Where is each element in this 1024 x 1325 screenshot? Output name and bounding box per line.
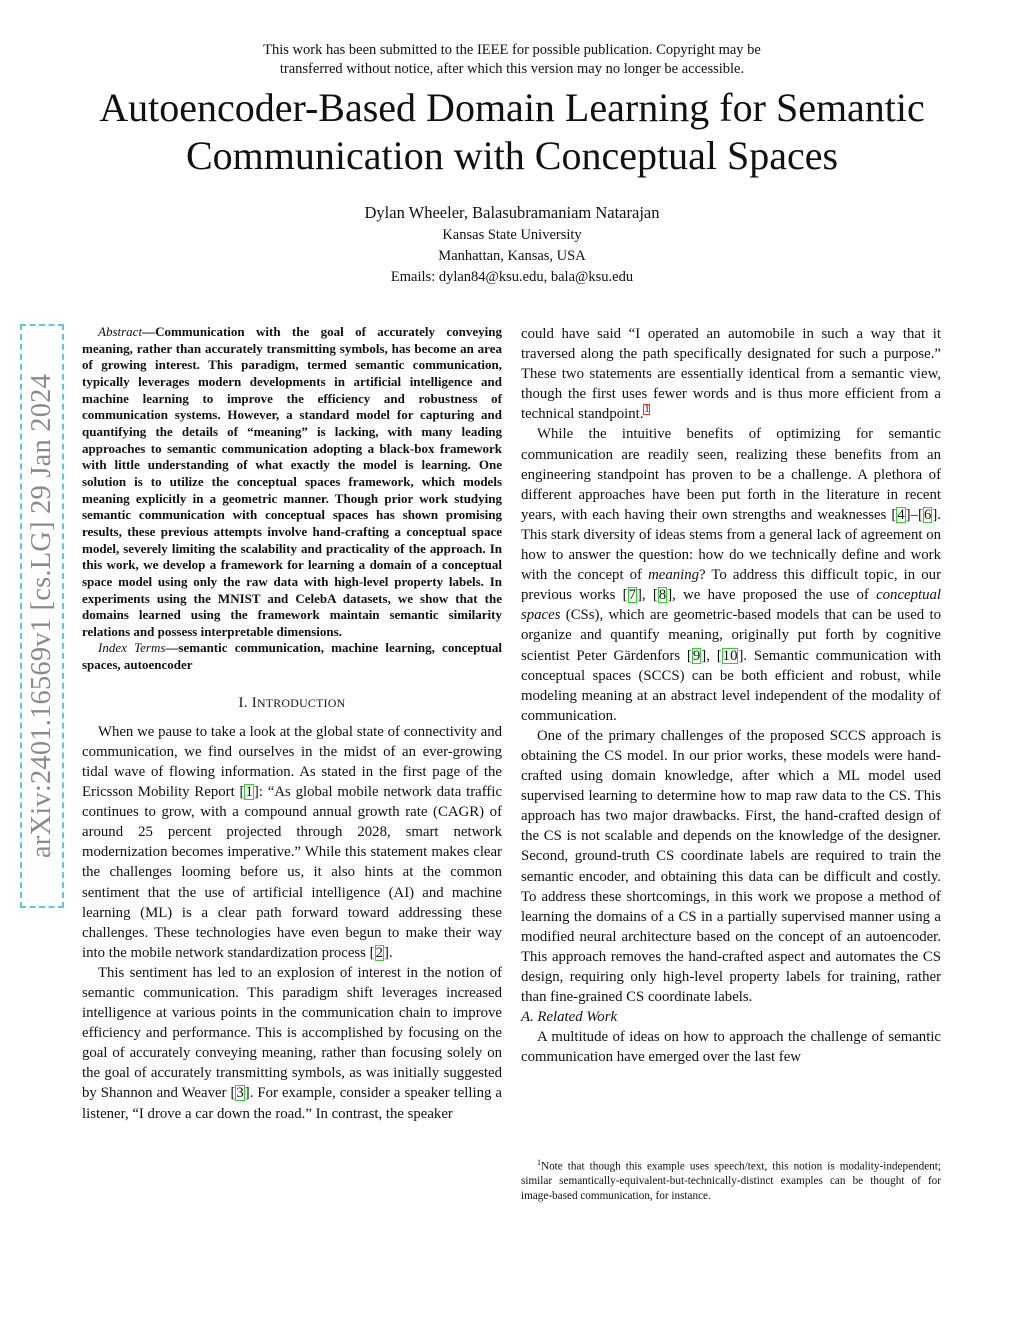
right-paragraph-3: One of the primary challenges of the proposed SCCS approach is obtaining the CS model. In our prior works, these models were hand-crafted using domain knowledge, after which a ML model used supervised learning to determine how to map raw data to the CS. This approach has two major drawbacks. First, the hand-crafted design of the CS is not scalable and depends on the knowledge of the designer. Second, ground-truth CS coordinate labels are required to train the semantic encoder, and obtaining this data can be difficult and costly. To address these shortcomings, in this work we propose a method of learning the domains of a CS in a partially supervised manner using a modified neural architecture based on the concept of an autoencoder. This approach removes the hand-crafted aspect and automates the CS design, requiring only high-level property labels for training, rather than fine-grained CS coordinate labels. xyxy=(521,727,941,1006)
abstract-label: Abstract xyxy=(98,324,143,339)
intro-paragraph-1: When we pause to take a look at the global state of connectivity and communication, we find ourselves in the midst of an ever-growing tidal wave of flowing information. As stated in the first page of the Ericsson Mobility Report [1]: “As global mobile network data traffic continues to grow, with a compound annual growth rate (CAGR) of around 25 percent projected through 2028, smart network modernization becomes imperative.” While this statement makes clear the challenges looming before us, it also hints at the common sentiment that the use of artificial intelligence (AI) and machine learning (ML) is a clear path forward toward addressing these challenges. These technologies have even begun to make their way into the mobile network standardization process [2]. xyxy=(82,723,503,961)
index-terms-text: —semantic communication, machine learning, conceptual spaces, autoencoder xyxy=(82,640,502,673)
citation-link-2[interactable]: 2 xyxy=(375,944,383,961)
affiliation-location: Manhattan, Kansas, USA xyxy=(438,248,586,264)
left-column xyxy=(82,324,502,1124)
right-paragraph-4: A multitude of ideas on how to approach the challenge of semantic communication have emerged over the last few xyxy=(521,1029,941,1066)
citation-link-9[interactable]: 9 xyxy=(692,647,701,664)
citation-link-1[interactable]: 1 xyxy=(245,784,253,801)
footnote-link-1[interactable]: 1 xyxy=(644,404,650,416)
footnote-1 xyxy=(521,1156,941,1204)
citation-link-6[interactable]: 6 xyxy=(923,506,932,523)
intro-paragraph-2: This sentiment has led to an explosion of interest in the notion of semantic communication. This paradigm shift leverages increased intelligence at various points in the communication chain to improve efficiency and performance. This is accomplished by focusing on the goal of accurately conveying meaning, rather than focusing solely on the goal of accurately transmitting symbols, as was initially suggested by Shannon and Weaver [3]. For example, consider a speaker telling a listener, “I drove a car down the road.” In contrast, the speaker xyxy=(82,964,502,1122)
right-paragraph-2: While the intuitive benefits of optimizing for semantic communication are readily seen, realizing these benefits from an engineering standpoint has proven to be a challenge. A plethora of different approaches have been put forth in the literature in recent years, with each having their own strengths and weaknesses [4]–[6]. This stark diversity of ideas stems from a general lack of agreement on how to answer the question: how do we technically define and work with the concept of meaning? To address this difficult topic, in our previous works [7], [8], we have proposed the use of conceptual spaces (CSs), which are geometric-based models that can be used to organize and quantify meaning, originally put forth by cognitive scientist Peter Gärdenfors [9], [10]. Semantic communication with conceptual spaces (SCCS) can be both efficient and robust, while modeling meaning at an abstract level independent of the modality of communication. xyxy=(521,426,942,724)
notice-line-1: This work has been submitted to the IEEE for possible publication. Copyright may be xyxy=(263,42,761,58)
title-line-1: Autoencoder-Based Domain Learning for Semantic xyxy=(99,85,925,130)
notice-line-2: transferred without notice, after which this version may no longer be accessible. xyxy=(279,61,745,77)
paper-title xyxy=(0,84,1024,180)
affiliation-emails: Emails: dylan84@ksu.edu, bala@ksu.edu xyxy=(390,269,634,285)
right-paragraph-1: could have said “I operated an automobile in such a way that it traversed along the path specifically designated for such a purpose.” These two statements are essentially identical from a semantic view, though the first uses fewer words and is thus more efficient from a technical standpoint.$^1$ xyxy=(521,326,941,423)
author-names: Dylan Wheeler, Balasubramaniam Natarajan xyxy=(364,203,660,222)
citation-link-8[interactable]: 8 xyxy=(658,587,667,604)
footnote-text: Note that though this example uses speech/text, this notion is modality-independent; similar semantically-equivalent-but-technically-distinct examples can be thought of for image-based communication, for instance. xyxy=(521,1160,941,1202)
title-line-2: Communication with Conceptual Spaces xyxy=(185,133,839,178)
right-column xyxy=(521,324,941,1067)
index-terms xyxy=(82,640,502,673)
arxiv-identifier-text: arXiv:2401.16569v1 [cs.LG] 29 Jan 2024 xyxy=(26,373,57,859)
arxiv-identifier-stamp[interactable] xyxy=(20,324,64,908)
affiliation-university: Kansas State University xyxy=(442,227,582,243)
index-terms-label: Index Terms xyxy=(98,640,166,656)
submission-notice xyxy=(0,41,1024,79)
abstract xyxy=(82,324,502,640)
citation-link-3[interactable]: 3 xyxy=(236,1085,244,1102)
footnote-number: 1 xyxy=(537,1158,541,1167)
section-heading-introduction: I. INTRODUCTION xyxy=(238,694,346,711)
citation-link-4[interactable]: 4 xyxy=(897,506,905,523)
subsection-heading-related-work: A. Related Work xyxy=(521,1009,618,1026)
citation-link-7[interactable]: 7 xyxy=(628,587,636,604)
affiliation-block xyxy=(0,225,1024,288)
abstract-text: —Communication with the goal of accurately conveying meaning, rather than accurately transmitting symbols, has become an area of growing interest. This paradigm, termed semantic communication, typically leverages modern developments in artificial intelligence and machine learning to improve the efficiency and robustness of communication systems. However, a standard model for capturing and quantifying the details of “meaning” is lacking, with many leading approaches to semantic communication adopting a black-box framework with little understanding of what exactly the model is learning. One solution is to utilize the conceptual spaces framework, which models meaning explicitly in a geometric manner. Though prior work studying semantic communication with conceptual spaces has shown promising results, these previous attempts involve hand-crafting a conceptual space model, severely limiting the scalability and practicality of the approach. In this work, we develop a framework for learning a domain of a conceptual space model using only the raw data with high-level property labels. In experiments using the MNIST and CelebA datasets, we show that the domains learned using the framework maintain semantic similarity relations and possess interpretable dimensions. xyxy=(82,324,502,639)
citation-link-10[interactable]: 10 xyxy=(722,647,738,664)
